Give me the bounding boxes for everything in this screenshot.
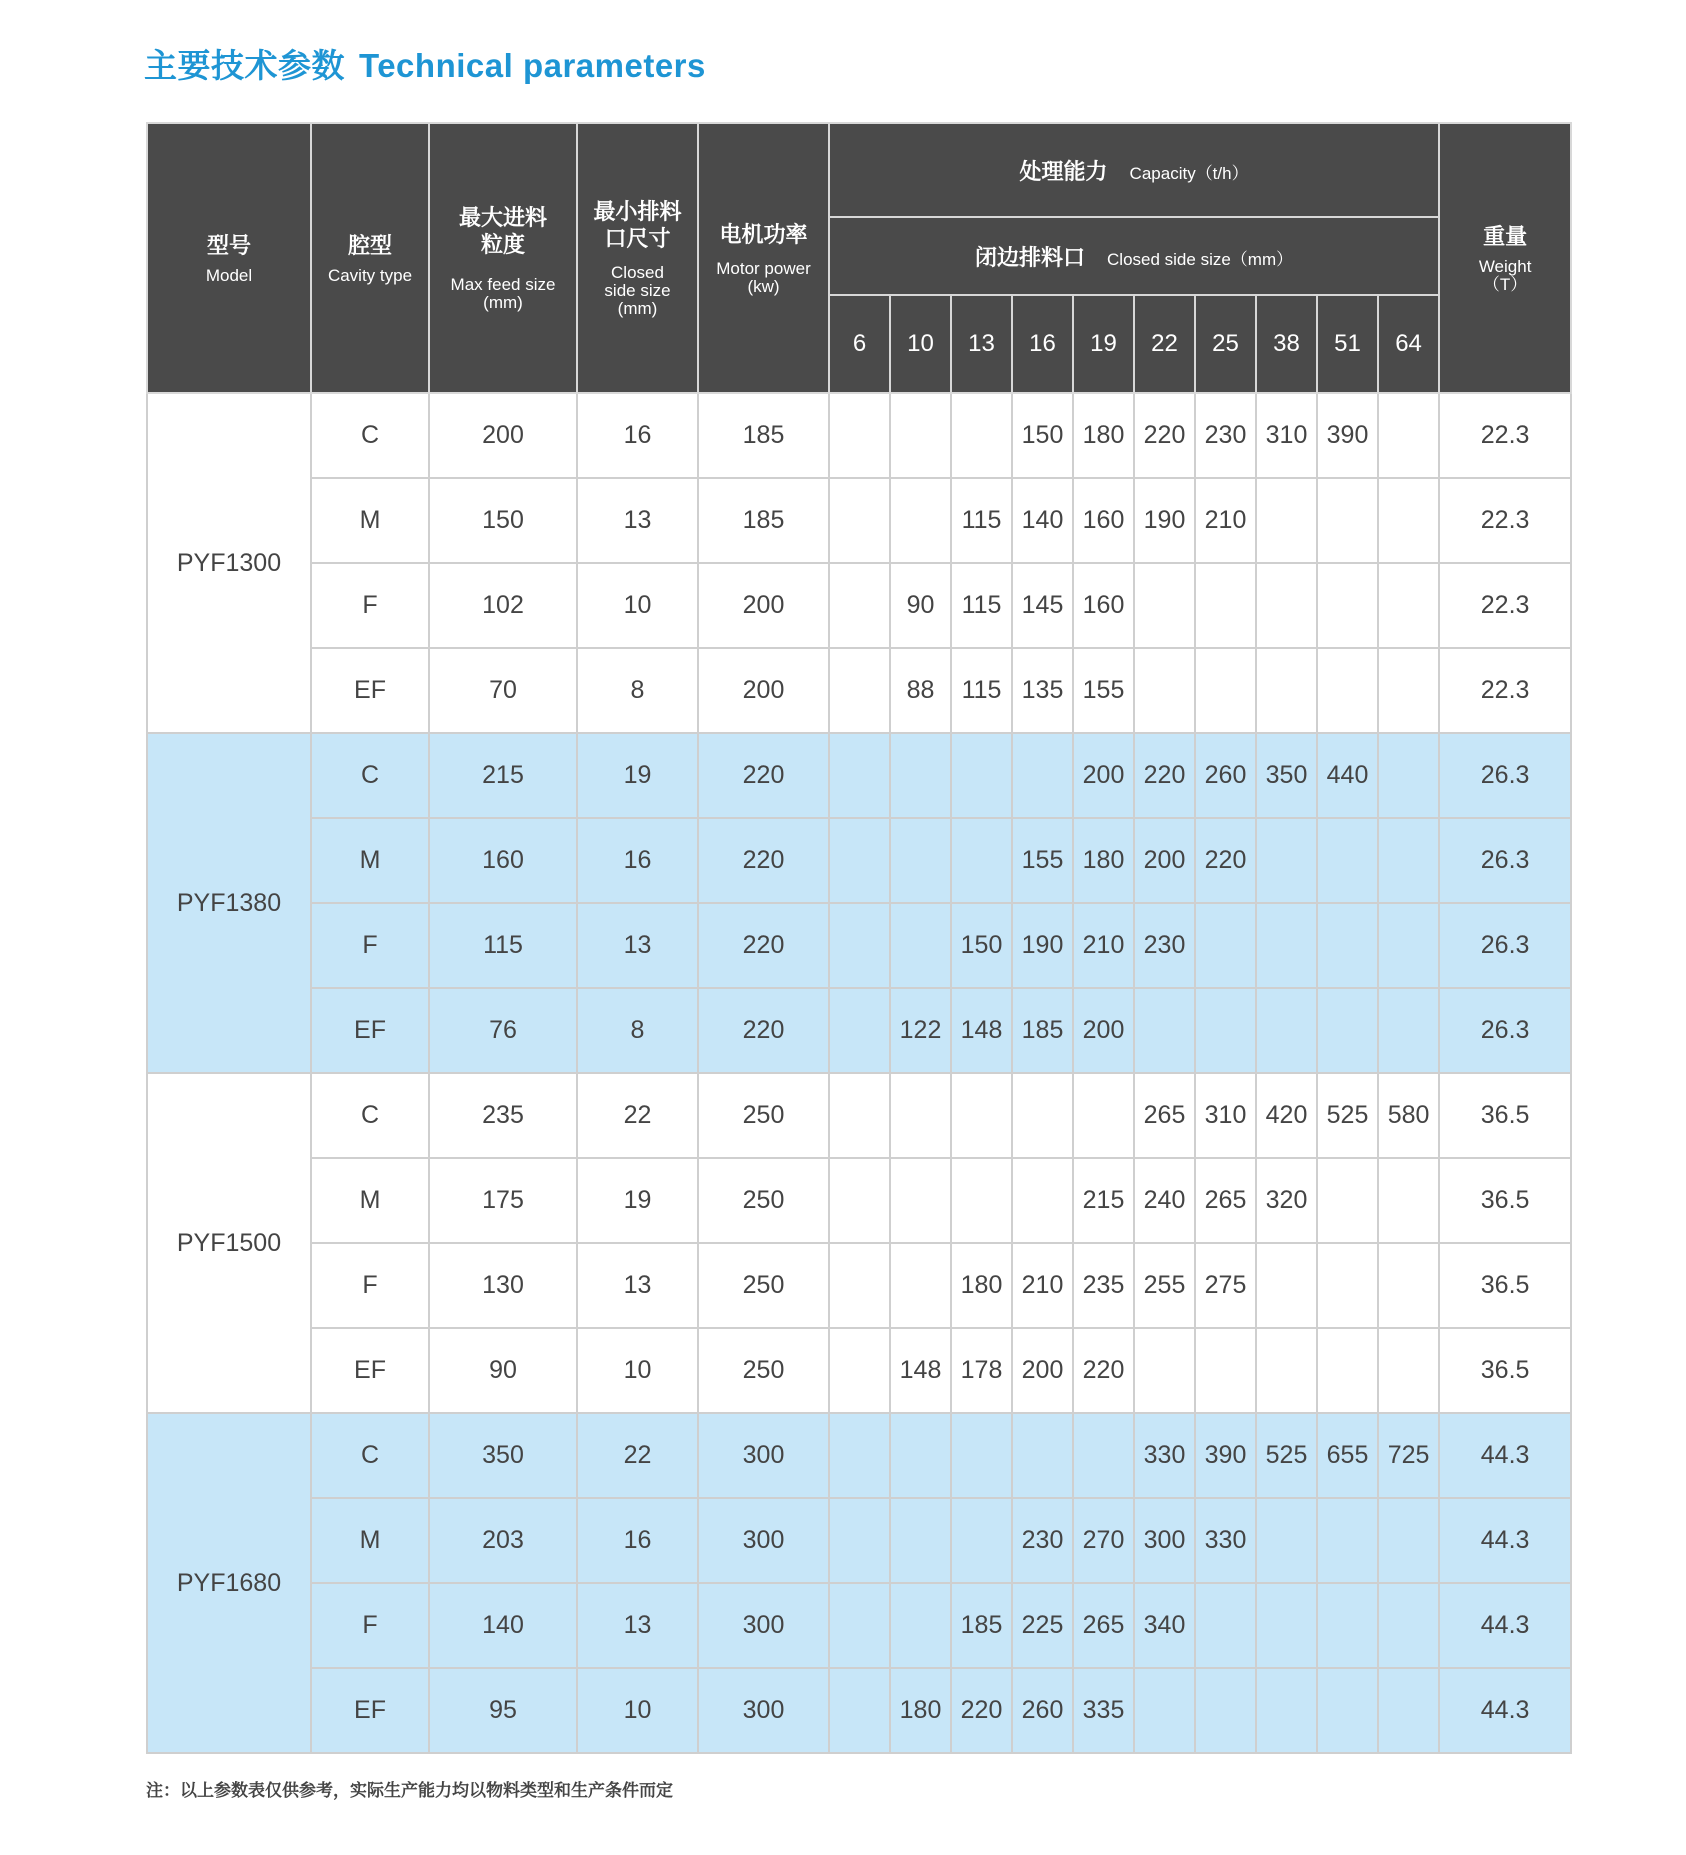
capacity-cell: 350: [1256, 733, 1317, 818]
capacity-cell: [1378, 393, 1439, 478]
capacity-cell: [1134, 648, 1195, 733]
table-row: [147, 563, 1571, 648]
capacity-cell: 215: [1073, 1158, 1134, 1243]
model-cell: PYF1680: [147, 1413, 311, 1753]
capacity-cell: 525: [1317, 1073, 1378, 1158]
capacity-cell: [890, 478, 951, 563]
capacity-cell: [829, 818, 890, 903]
header-size-cell: 16: [1012, 295, 1073, 393]
capacity-cell: 270: [1073, 1498, 1134, 1583]
capacity-cell: [1378, 1158, 1439, 1243]
motor-power-cell: 220: [698, 903, 829, 988]
capacity-cell: [829, 648, 890, 733]
weight-cell: 22.3: [1439, 648, 1571, 733]
motor-power-cell: 300: [698, 1413, 829, 1498]
capacity-cell: 180: [951, 1243, 1012, 1328]
cavity-cell: M: [311, 1158, 429, 1243]
model-cell: PYF1300: [147, 393, 311, 733]
table-row: [147, 1413, 1571, 1498]
weight-cell: 26.3: [1439, 903, 1571, 988]
motor-power-cell: 300: [698, 1668, 829, 1753]
capacity-cell: [829, 988, 890, 1073]
capacity-cell: 155: [1073, 648, 1134, 733]
capacity-cell: 190: [1012, 903, 1073, 988]
capacity-cell: 265: [1195, 1158, 1256, 1243]
header-motor-power: 电机功率 Motor power (kw): [698, 123, 829, 393]
feed-size-cell: 130: [429, 1243, 577, 1328]
capacity-cell: [1378, 563, 1439, 648]
capacity-cell: 115: [951, 648, 1012, 733]
capacity-cell: 420: [1256, 1073, 1317, 1158]
table-row: [147, 1158, 1571, 1243]
feed-size-cell: 102: [429, 563, 577, 648]
capacity-cell: 148: [890, 1328, 951, 1413]
header-size-cell: 38: [1256, 295, 1317, 393]
table-body: [147, 393, 1571, 1753]
capacity-cell: 180: [1073, 393, 1134, 478]
capacity-cell: 655: [1317, 1413, 1378, 1498]
weight-cell: 36.5: [1439, 1158, 1571, 1243]
capacity-cell: [1317, 1158, 1378, 1243]
capacity-cell: 200: [1073, 988, 1134, 1073]
feed-size-cell: 203: [429, 1498, 577, 1583]
capacity-cell: [1378, 1583, 1439, 1668]
capacity-cell: 340: [1134, 1583, 1195, 1668]
capacity-cell: 390: [1195, 1413, 1256, 1498]
closed-side-cell: 19: [577, 1158, 698, 1243]
capacity-cell: 160: [1073, 478, 1134, 563]
capacity-cell: [1317, 1668, 1378, 1753]
capacity-cell: [890, 1073, 951, 1158]
table-row: [147, 1498, 1571, 1583]
motor-power-cell: 250: [698, 1243, 829, 1328]
header-size-cell: 10: [890, 295, 951, 393]
capacity-cell: [1256, 1583, 1317, 1668]
capacity-cell: [1378, 1498, 1439, 1583]
capacity-cell: [1073, 1073, 1134, 1158]
capacity-cell: [1256, 648, 1317, 733]
capacity-cell: 115: [951, 563, 1012, 648]
capacity-cell: [890, 1243, 951, 1328]
header-size-cell: 64: [1378, 295, 1439, 393]
capacity-cell: 145: [1012, 563, 1073, 648]
closed-side-cell: 8: [577, 648, 698, 733]
capacity-cell: [829, 733, 890, 818]
weight-cell: 44.3: [1439, 1413, 1571, 1498]
motor-power-cell: 250: [698, 1328, 829, 1413]
capacity-cell: 725: [1378, 1413, 1439, 1498]
capacity-cell: [1195, 1328, 1256, 1413]
capacity-cell: [829, 1158, 890, 1243]
capacity-cell: 255: [1134, 1243, 1195, 1328]
cavity-cell: M: [311, 818, 429, 903]
motor-power-cell: 200: [698, 563, 829, 648]
closed-side-cell: 16: [577, 1498, 698, 1583]
capacity-cell: 310: [1195, 1073, 1256, 1158]
capacity-cell: [1256, 1243, 1317, 1328]
capacity-cell: 220: [1073, 1328, 1134, 1413]
capacity-cell: [890, 733, 951, 818]
capacity-cell: [1378, 988, 1439, 1073]
capacity-cell: 230: [1195, 393, 1256, 478]
weight-cell: 22.3: [1439, 478, 1571, 563]
capacity-cell: [1378, 1243, 1439, 1328]
capacity-cell: [951, 1158, 1012, 1243]
closed-side-cell: 13: [577, 478, 698, 563]
table-row: [147, 393, 1571, 478]
capacity-cell: 300: [1134, 1498, 1195, 1583]
capacity-cell: [890, 1413, 951, 1498]
capacity-cell: 210: [1012, 1243, 1073, 1328]
capacity-cell: 525: [1256, 1413, 1317, 1498]
capacity-cell: 210: [1195, 478, 1256, 563]
capacity-cell: 320: [1256, 1158, 1317, 1243]
cavity-cell: F: [311, 903, 429, 988]
capacity-cell: [829, 563, 890, 648]
capacity-cell: [951, 1498, 1012, 1583]
feed-size-cell: 200: [429, 393, 577, 478]
header-size-cell: 51: [1317, 295, 1378, 393]
feed-size-cell: 215: [429, 733, 577, 818]
capacity-cell: [1317, 1243, 1378, 1328]
capacity-cell: 260: [1195, 733, 1256, 818]
weight-cell: 22.3: [1439, 393, 1571, 478]
capacity-cell: [890, 818, 951, 903]
capacity-cell: [1195, 563, 1256, 648]
feed-size-cell: 90: [429, 1328, 577, 1413]
feed-size-cell: 350: [429, 1413, 577, 1498]
capacity-cell: [1378, 1668, 1439, 1753]
motor-power-cell: 250: [698, 1158, 829, 1243]
capacity-cell: 210: [1073, 903, 1134, 988]
table-row: [147, 1328, 1571, 1413]
header-weight: 重量 Weight（T）: [1439, 123, 1571, 393]
capacity-cell: [1134, 1668, 1195, 1753]
feed-size-cell: 150: [429, 478, 577, 563]
capacity-cell: 200: [1073, 733, 1134, 818]
page-title-cn: 主要技术参数: [144, 47, 345, 84]
capacity-cell: [951, 1413, 1012, 1498]
model-cell: PYF1380: [147, 733, 311, 1073]
header-size-cell: 19: [1073, 295, 1134, 393]
capacity-cell: [1378, 1328, 1439, 1413]
capacity-cell: 90: [890, 563, 951, 648]
capacity-cell: 330: [1195, 1498, 1256, 1583]
capacity-cell: 185: [1012, 988, 1073, 1073]
feed-size-cell: 140: [429, 1583, 577, 1668]
feed-size-cell: 115: [429, 903, 577, 988]
capacity-cell: [1134, 988, 1195, 1073]
cavity-cell: EF: [311, 1668, 429, 1753]
capacity-cell: [890, 1583, 951, 1668]
capacity-cell: [1317, 563, 1378, 648]
header-max-feed-size: 最大进料粒度 Max feed size (mm): [429, 123, 577, 393]
capacity-cell: [1134, 563, 1195, 648]
closed-side-cell: 10: [577, 1328, 698, 1413]
feed-size-cell: 235: [429, 1073, 577, 1158]
capacity-cell: 230: [1012, 1498, 1073, 1583]
weight-cell: 36.5: [1439, 1328, 1571, 1413]
technical-parameters-table: [146, 122, 1572, 1754]
capacity-cell: [1317, 903, 1378, 988]
capacity-cell: [1256, 563, 1317, 648]
motor-power-cell: 300: [698, 1498, 829, 1583]
header-size-cell: 13: [951, 295, 1012, 393]
header-closed-side-size: 最小排料口尺寸 Closed side size (mm): [577, 123, 698, 393]
closed-side-cell: 13: [577, 1243, 698, 1328]
cavity-cell: F: [311, 563, 429, 648]
capacity-cell: [829, 1073, 890, 1158]
closed-side-cell: 19: [577, 733, 698, 818]
capacity-cell: 150: [951, 903, 1012, 988]
capacity-cell: [1256, 1498, 1317, 1583]
capacity-cell: [829, 1498, 890, 1583]
capacity-cell: [1378, 733, 1439, 818]
capacity-cell: [1256, 1668, 1317, 1753]
header-model: 型号 Model: [147, 123, 311, 393]
table-row: [147, 1073, 1571, 1158]
capacity-cell: [1012, 1158, 1073, 1243]
capacity-cell: [1317, 478, 1378, 563]
cavity-cell: M: [311, 1498, 429, 1583]
cavity-cell: M: [311, 478, 429, 563]
table-row: [147, 648, 1571, 733]
motor-power-cell: 220: [698, 818, 829, 903]
capacity-cell: 265: [1073, 1583, 1134, 1668]
capacity-cell: 180: [890, 1668, 951, 1753]
capacity-cell: [1195, 988, 1256, 1073]
cavity-cell: F: [311, 1243, 429, 1328]
capacity-cell: 440: [1317, 733, 1378, 818]
capacity-cell: [829, 1243, 890, 1328]
header-size-cell: 6: [829, 295, 890, 393]
capacity-cell: [1012, 1073, 1073, 1158]
header-cavity-type: 腔型 Cavity type: [311, 123, 429, 393]
cavity-cell: C: [311, 733, 429, 818]
capacity-cell: [829, 1668, 890, 1753]
closed-side-cell: 22: [577, 1073, 698, 1158]
motor-power-cell: 185: [698, 393, 829, 478]
capacity-cell: 148: [951, 988, 1012, 1073]
closed-side-cell: 10: [577, 1668, 698, 1753]
capacity-cell: [1256, 988, 1317, 1073]
capacity-cell: [1256, 1328, 1317, 1413]
cavity-cell: F: [311, 1583, 429, 1668]
capacity-cell: [829, 1413, 890, 1498]
weight-cell: 26.3: [1439, 988, 1571, 1073]
motor-power-cell: 220: [698, 733, 829, 818]
capacity-cell: [951, 733, 1012, 818]
capacity-cell: [829, 1328, 890, 1413]
capacity-cell: [890, 1498, 951, 1583]
table-row: [147, 1583, 1571, 1668]
cavity-cell: EF: [311, 1328, 429, 1413]
capacity-cell: [1317, 648, 1378, 733]
cavity-cell: EF: [311, 648, 429, 733]
capacity-cell: [1378, 478, 1439, 563]
capacity-cell: 265: [1134, 1073, 1195, 1158]
header-capacity: 处理能力 Capacity（t/h）: [829, 123, 1439, 217]
capacity-cell: 240: [1134, 1158, 1195, 1243]
capacity-cell: 122: [890, 988, 951, 1073]
capacity-cell: [1073, 1413, 1134, 1498]
header-size-cell: 22: [1134, 295, 1195, 393]
capacity-cell: [1317, 1328, 1378, 1413]
table-row: [147, 988, 1571, 1073]
capacity-cell: 220: [1134, 733, 1195, 818]
capacity-cell: [1195, 903, 1256, 988]
feed-size-cell: 76: [429, 988, 577, 1073]
cavity-cell: EF: [311, 988, 429, 1073]
table-row: [147, 733, 1571, 818]
page-title: [144, 40, 706, 87]
motor-power-cell: 185: [698, 478, 829, 563]
feed-size-cell: 175: [429, 1158, 577, 1243]
capacity-cell: [1012, 1413, 1073, 1498]
weight-cell: 44.3: [1439, 1668, 1571, 1753]
capacity-cell: 200: [1012, 1328, 1073, 1413]
capacity-cell: [1317, 818, 1378, 903]
capacity-cell: [829, 1583, 890, 1668]
table-row: [147, 1668, 1571, 1753]
capacity-cell: [1317, 1498, 1378, 1583]
table-header: [147, 123, 1571, 393]
closed-side-cell: 8: [577, 988, 698, 1073]
header-size-cell: 25: [1195, 295, 1256, 393]
motor-power-cell: 250: [698, 1073, 829, 1158]
header-closed-side-setting: 闭边排料口 Closed side size（mm）: [829, 217, 1439, 295]
weight-cell: 26.3: [1439, 818, 1571, 903]
table-row: [147, 818, 1571, 903]
closed-side-cell: 13: [577, 903, 698, 988]
capacity-cell: [890, 1158, 951, 1243]
closed-side-cell: 10: [577, 563, 698, 648]
capacity-cell: 390: [1317, 393, 1378, 478]
capacity-cell: [1317, 1583, 1378, 1668]
capacity-cell: 230: [1134, 903, 1195, 988]
capacity-cell: 235: [1073, 1243, 1134, 1328]
capacity-cell: [829, 903, 890, 988]
cavity-cell: C: [311, 393, 429, 478]
capacity-cell: 310: [1256, 393, 1317, 478]
capacity-cell: 160: [1073, 563, 1134, 648]
capacity-cell: 220: [951, 1668, 1012, 1753]
table-row: [147, 903, 1571, 988]
capacity-cell: [1378, 903, 1439, 988]
capacity-cell: 140: [1012, 478, 1073, 563]
capacity-cell: 220: [1195, 818, 1256, 903]
capacity-cell: [1012, 733, 1073, 818]
capacity-cell: [1195, 1668, 1256, 1753]
capacity-cell: 260: [1012, 1668, 1073, 1753]
capacity-cell: 185: [951, 1583, 1012, 1668]
closed-side-cell: 16: [577, 818, 698, 903]
footnote: 注：以上参数表仅供参考，实际生产能力均以物料类型和生产条件而定: [146, 1781, 673, 1801]
weight-cell: 36.5: [1439, 1073, 1571, 1158]
capacity-cell: 150: [1012, 393, 1073, 478]
capacity-cell: 178: [951, 1328, 1012, 1413]
capacity-cell: 275: [1195, 1243, 1256, 1328]
capacity-cell: [829, 393, 890, 478]
capacity-cell: [829, 478, 890, 563]
capacity-cell: [890, 903, 951, 988]
closed-side-cell: 16: [577, 393, 698, 478]
page-title-en: Technical parameters: [359, 47, 706, 84]
capacity-cell: 220: [1134, 393, 1195, 478]
weight-cell: 44.3: [1439, 1583, 1571, 1668]
capacity-cell: 88: [890, 648, 951, 733]
weight-cell: 22.3: [1439, 563, 1571, 648]
capacity-cell: [951, 1073, 1012, 1158]
capacity-cell: [1317, 988, 1378, 1073]
capacity-cell: [1195, 1583, 1256, 1668]
closed-side-cell: 13: [577, 1583, 698, 1668]
cavity-cell: C: [311, 1413, 429, 1498]
motor-power-cell: 220: [698, 988, 829, 1073]
weight-cell: 36.5: [1439, 1243, 1571, 1328]
model-cell: PYF1500: [147, 1073, 311, 1413]
capacity-cell: 330: [1134, 1413, 1195, 1498]
capacity-cell: [1378, 648, 1439, 733]
capacity-cell: [1256, 478, 1317, 563]
weight-cell: 26.3: [1439, 733, 1571, 818]
capacity-cell: [1134, 1328, 1195, 1413]
capacity-cell: [1256, 903, 1317, 988]
capacity-cell: 190: [1134, 478, 1195, 563]
capacity-cell: 580: [1378, 1073, 1439, 1158]
capacity-cell: 180: [1073, 818, 1134, 903]
capacity-cell: 225: [1012, 1583, 1073, 1668]
capacity-cell: 135: [1012, 648, 1073, 733]
feed-size-cell: 70: [429, 648, 577, 733]
capacity-cell: [951, 393, 1012, 478]
motor-power-cell: 200: [698, 648, 829, 733]
closed-side-cell: 22: [577, 1413, 698, 1498]
capacity-cell: 155: [1012, 818, 1073, 903]
feed-size-cell: 95: [429, 1668, 577, 1753]
capacity-cell: [1256, 818, 1317, 903]
table-row: [147, 478, 1571, 563]
capacity-cell: 200: [1134, 818, 1195, 903]
capacity-cell: [1378, 818, 1439, 903]
cavity-cell: C: [311, 1073, 429, 1158]
motor-power-cell: 300: [698, 1583, 829, 1668]
capacity-cell: [1195, 648, 1256, 733]
capacity-cell: 335: [1073, 1668, 1134, 1753]
capacity-cell: 115: [951, 478, 1012, 563]
weight-cell: 44.3: [1439, 1498, 1571, 1583]
capacity-cell: [951, 818, 1012, 903]
table-row: [147, 1243, 1571, 1328]
feed-size-cell: 160: [429, 818, 577, 903]
capacity-cell: [890, 393, 951, 478]
